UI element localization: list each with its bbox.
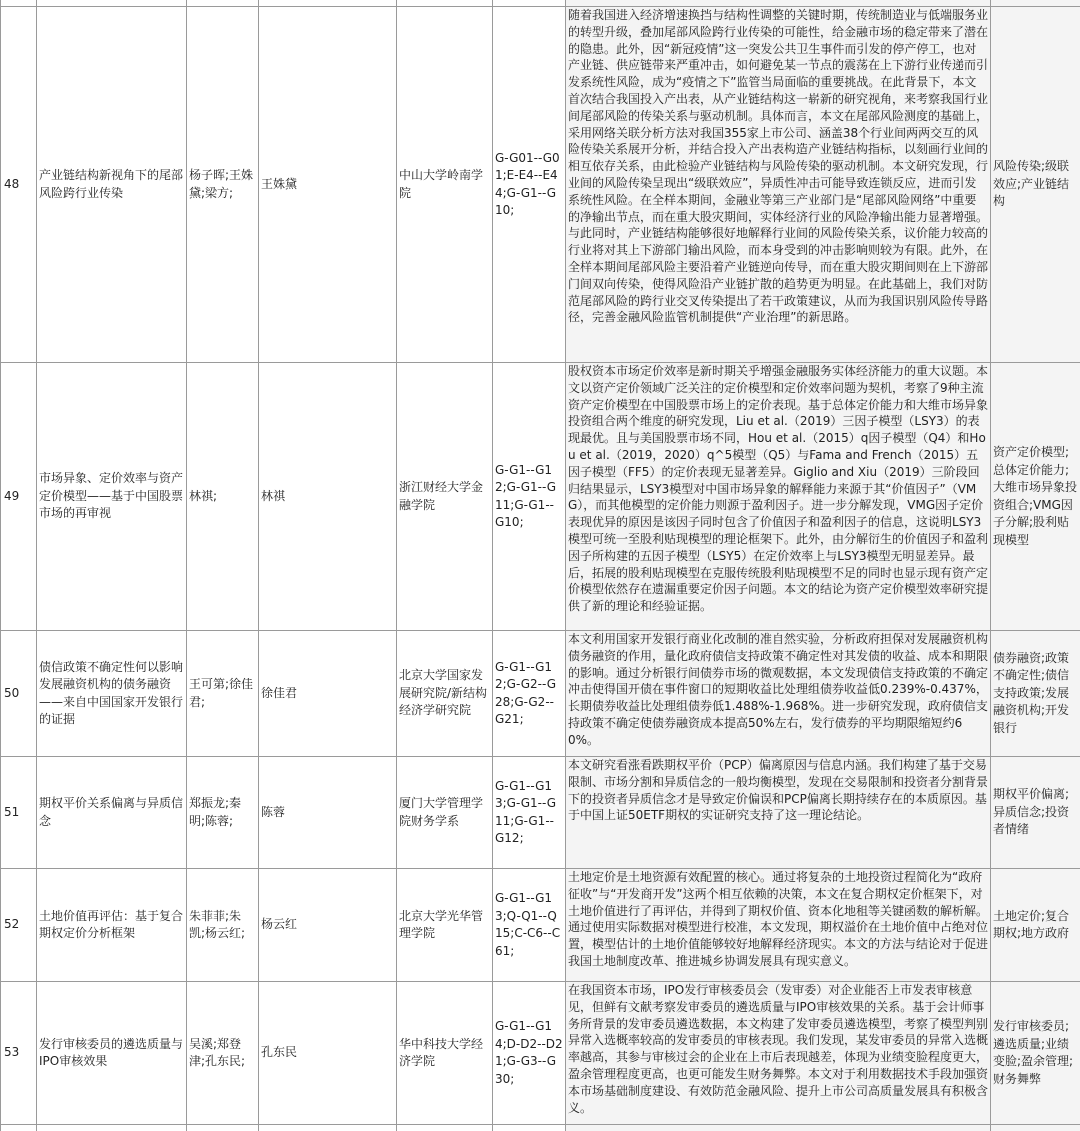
- paper-title: 债信政策不确定性何以影响发展融资机构的债务融资 ——来自中国国家开发银行的证据: [37, 631, 187, 757]
- jel-codes: G-G1--G14;D-D2--D21;G-G3--G30;: [493, 982, 566, 1125]
- abstract: 在我国资本市场，IPO发行审核委员会（发审委）对企业能否上市发表审核意见，但鲜有文献考察发审委员的遴选质量与IPO审核效果的关系。基于会计师事务所背景的发审委员遴选数据，本文构建了发审委员遴选模型，考察了模型判别异常入选概率较高的发审委员的审核表现。我们发现，某发审委员的异常入选概率越高，其参与审核过会的企业在上市后表现越差，体现为业绩变脸程度更大，盈余管理程度更高，也更可能发生财务舞弊。本文对于利用数据技术手段加强资本市场基础制度建设、有效防范金融风险、提升上市公司高质量发展具有积极含义。: [566, 982, 991, 1125]
- paper-title: 市场异象、定价效率与资产定价模型——基于中国股票市场的再审视: [37, 363, 187, 631]
- corresponding-author: 王姝黛: [259, 7, 397, 363]
- institution: 北京大学国家发展研究院/新结构经济学研究院: [397, 631, 493, 757]
- corresponding-author: 陈蓉: [259, 757, 397, 869]
- corresponding-author: 林祺: [259, 363, 397, 631]
- jel-codes: G-G1--G13;Q-Q1--Q15;C-C6--C61;: [493, 869, 566, 982]
- jel-codes: G-G1--G13;G-G1--G11;G-G1--G12;: [493, 757, 566, 869]
- jel-codes: G-G1--G12;G-G1--G11;G-G1--G10;: [493, 363, 566, 631]
- keywords: 土地定价;复合期权;地方政府: [991, 869, 1080, 982]
- corresponding-author: 孔东民: [259, 982, 397, 1125]
- authors: 郑振龙;秦明;陈蓉;: [187, 757, 259, 869]
- table-row: [1, 869, 1080, 982]
- row-number: 50: [1, 631, 37, 757]
- table-row: [1, 7, 1080, 363]
- keywords: 债券融资;政策不确定性;债信支持政策;发展融资机构;开发银行: [991, 631, 1080, 757]
- keywords: 期权平价偏离;异质信念;投资者情绪: [991, 757, 1080, 869]
- row-number: 51: [1, 757, 37, 869]
- table-row: [1, 757, 1080, 869]
- authors: 朱菲菲;朱凯;杨云红;: [187, 869, 259, 982]
- institution: 北京大学光华管理学院: [397, 869, 493, 982]
- institution: 浙江财经大学金融学院: [397, 363, 493, 631]
- corresponding-author: 徐佳君: [259, 631, 397, 757]
- institution: 中山大学岭南学院: [397, 7, 493, 363]
- authors: 林祺;: [187, 363, 259, 631]
- paper-title: 土地价值再评估：基于复合期权定价分析框架: [37, 869, 187, 982]
- paper-title: 产业链结构新视角下的尾部风险跨行业传染: [37, 7, 187, 363]
- abstract: 土地定价是土地资源有效配置的核心。通过将复杂的土地投资过程简化为“政府征收”与“开发商开发”这两个相互依赖的决策，本文在复合期权定价框架下，对土地价值进行了再评估，并得到了期权价值、资本化地租等关键函数的解析解。通过使用实际数据对模型进行校准，本文发现，期权溢价在土地价值中占绝对位置，模型估计的土地价值能够较好地解释经济现实。本文的方法与结论对于促进我国土地制度改革、推进城乡协调发展具有现实意义。: [566, 869, 991, 982]
- jel-codes: G-G1--G12;G-G2--G28;G-G2--G21;: [493, 631, 566, 757]
- table-row: [1, 631, 1080, 757]
- row-number: 48: [1, 7, 37, 363]
- authors: 王可第;徐佳君;: [187, 631, 259, 757]
- row-number: 52: [1, 869, 37, 982]
- abstract: 本文利用国家开发银行商业化改制的准自然实验，分析政府担保对发展融资机构债务融资的作用，量化政府债信支持政策不确定性对其发债的收益、成本和期限的影响。通过分析银行间债券市场的微观数据，本文发现债信支持政策的不确定冲击使得国开债在事件窗口的短期收益比处理组债券收益低0.239%-0.437%，长期债券收益比处理组债券低1.488%-1.968%。进一步研究发现，政府债信支持政策不确定使债券融资成本提高50%左右，发行债券的平均期限缩短约60%。: [566, 631, 991, 757]
- authors: 吴溪;郑登津;孔东民;: [187, 982, 259, 1125]
- keywords: 发行审核委员;遴选质量;业绩变脸;盈余管理;财务舞弊: [991, 982, 1080, 1125]
- row-number: 53: [1, 982, 37, 1125]
- row-number: 49: [1, 363, 37, 631]
- abstract: 股权资本市场定价效率是新时期关乎增强金融服务实体经济能力的重大议题。本文以资产定价领域广泛关注的定价模型和定价效率问题为契机，考察了9种主流资产定价模型在中国股票市场上的定价表现。基于总体定价能力和大维市场异象投资组合两个维度的研究发现，Liu et al.（2019）三因子模型（LSY3）的表现最优。且与美国股票市场不同，Hou et al.（2015）q因子模型（Q4）和Hou et al.（2019，2020）q^5模型（Q5）与Fama and French（2015）五因子模型（FF5）的定价表现无显著差异。Giglio and Xiu（2019）三阶段回归结果显示，LSY3模型对中国市场异象的解释能力来源于其“价值因子”（VMG），而其他模型的定价能力则源于盈利因子。进一步分解发现，VMG因子定价表现优异的原因是该因子同时包含了价值因子和盈利因子的信息，这说明LSY3模型可统一至股利贴现模型的理论框架下。此外，由分解衍生的价值因子和盈利因子所构建的五因子模型（LSY5）在定价效率上与LSY3模型无明显差异。最后，拓展的股利贴现模型在克服传统股利贴现模型不足的同时也显示现有资产定价模型依然存在遗漏重要定价因子问题。本文的结论为资产定价模型效率研究提供了新的理论和经验证据。: [566, 363, 991, 631]
- institution: 华中科技大学经济学院: [397, 982, 493, 1125]
- paper-title: 发行审核委员的遴选质量与IPO审核效果: [37, 982, 187, 1125]
- keywords: 资产定价模型;总体定价能力;大维市场异象投资组合;VMG因子分解;股利贴现模型: [991, 363, 1080, 631]
- table-row: [1, 982, 1080, 1125]
- institution: 厦门大学管理学院财务学系: [397, 757, 493, 869]
- table-row-cut-bottom: [1, 1125, 1080, 1131]
- jel-codes: G-G01--G01;E-E4--E44;G-G1--G10;: [493, 7, 566, 363]
- paper-title: 期权平价关系偏离与异质信念: [37, 757, 187, 869]
- corresponding-author: 杨云红: [259, 869, 397, 982]
- keywords: 风险传染;级联效应;产业链结构: [991, 7, 1080, 363]
- authors: 杨子晖;王姝黛;梁方;: [187, 7, 259, 363]
- abstract: 本文研究看涨看跌期权平价（PCP）偏离原因与信息内涵。我们构建了基于交易限制、市场分割和异质信念的一般均衡模型，发现在交易限制和投资者分割背景下的投资者异质信念才是导致定价偏误和PCP偏离长期持续存在的本质原因。基于中国上证50ETF期权的实证研究支持了这一理论结论。: [566, 757, 991, 869]
- abstract: 随着我国进入经济增速换挡与结构性调整的关键时期，传统制造业与低端服务业的转型升级，叠加尾部风险跨行业传染的可能性，给金融市场的稳定带来了潜在的隐患。此外，因“新冠疫情”这一突发公共卫生事件而引发的停产停工，也对产业链、供应链带来严重冲击，如何避免某一节点的震荡在上下游行业传递而引发系统性风险，成为“疫情之下”监管当局面临的重要挑战。在此背景下，本文首次结合我国投入产出表，从产业链结构这一崭新的研究视角，来考察我国行业间尾部风险的传染关系与驱动机制。具体而言，本文在尾部风险测度的基础上，采用网络关联分析方法对我国355家上市公司、涵盖38个行业间两两交互的风险传染关系展开分析，并结合投入产出表构造产业链结构指标，以刻画行业间的相互依存关系，由此检验产业链结构与风险传染的驱动机制。本文研究发现，行业间的风险传染呈现出“级联效应”，异质性冲击可能导致连锁反应，进而引发系统性风险。在全样本期间，金融业等第三产业部门是“尾部风险网络”中重要的净输出节点，而在重大股灾期间，实体经济行业的风险净输出能力显著增强。与此同时，产业链结构能够很好地解释行业间的风险传染关系，议价能力较高的行业将对其上下游部门输出风险，而本身受到的冲击影响则较为有限。此外，在全样本期间尾部风险主要沿着产业链逆向传导，而在重大股灾期间则在上下游部门间双向传染，使得风险沿产业链扩散的趋势更为明显。在此基础上，我们对防范尾部风险的跨行业交叉传染提出了若干政策建议，从而为我国识别风险传导路径，完善金融风险监管机制提供“产业治理”的新思路。: [566, 7, 991, 363]
- table-row: [1, 363, 1080, 631]
